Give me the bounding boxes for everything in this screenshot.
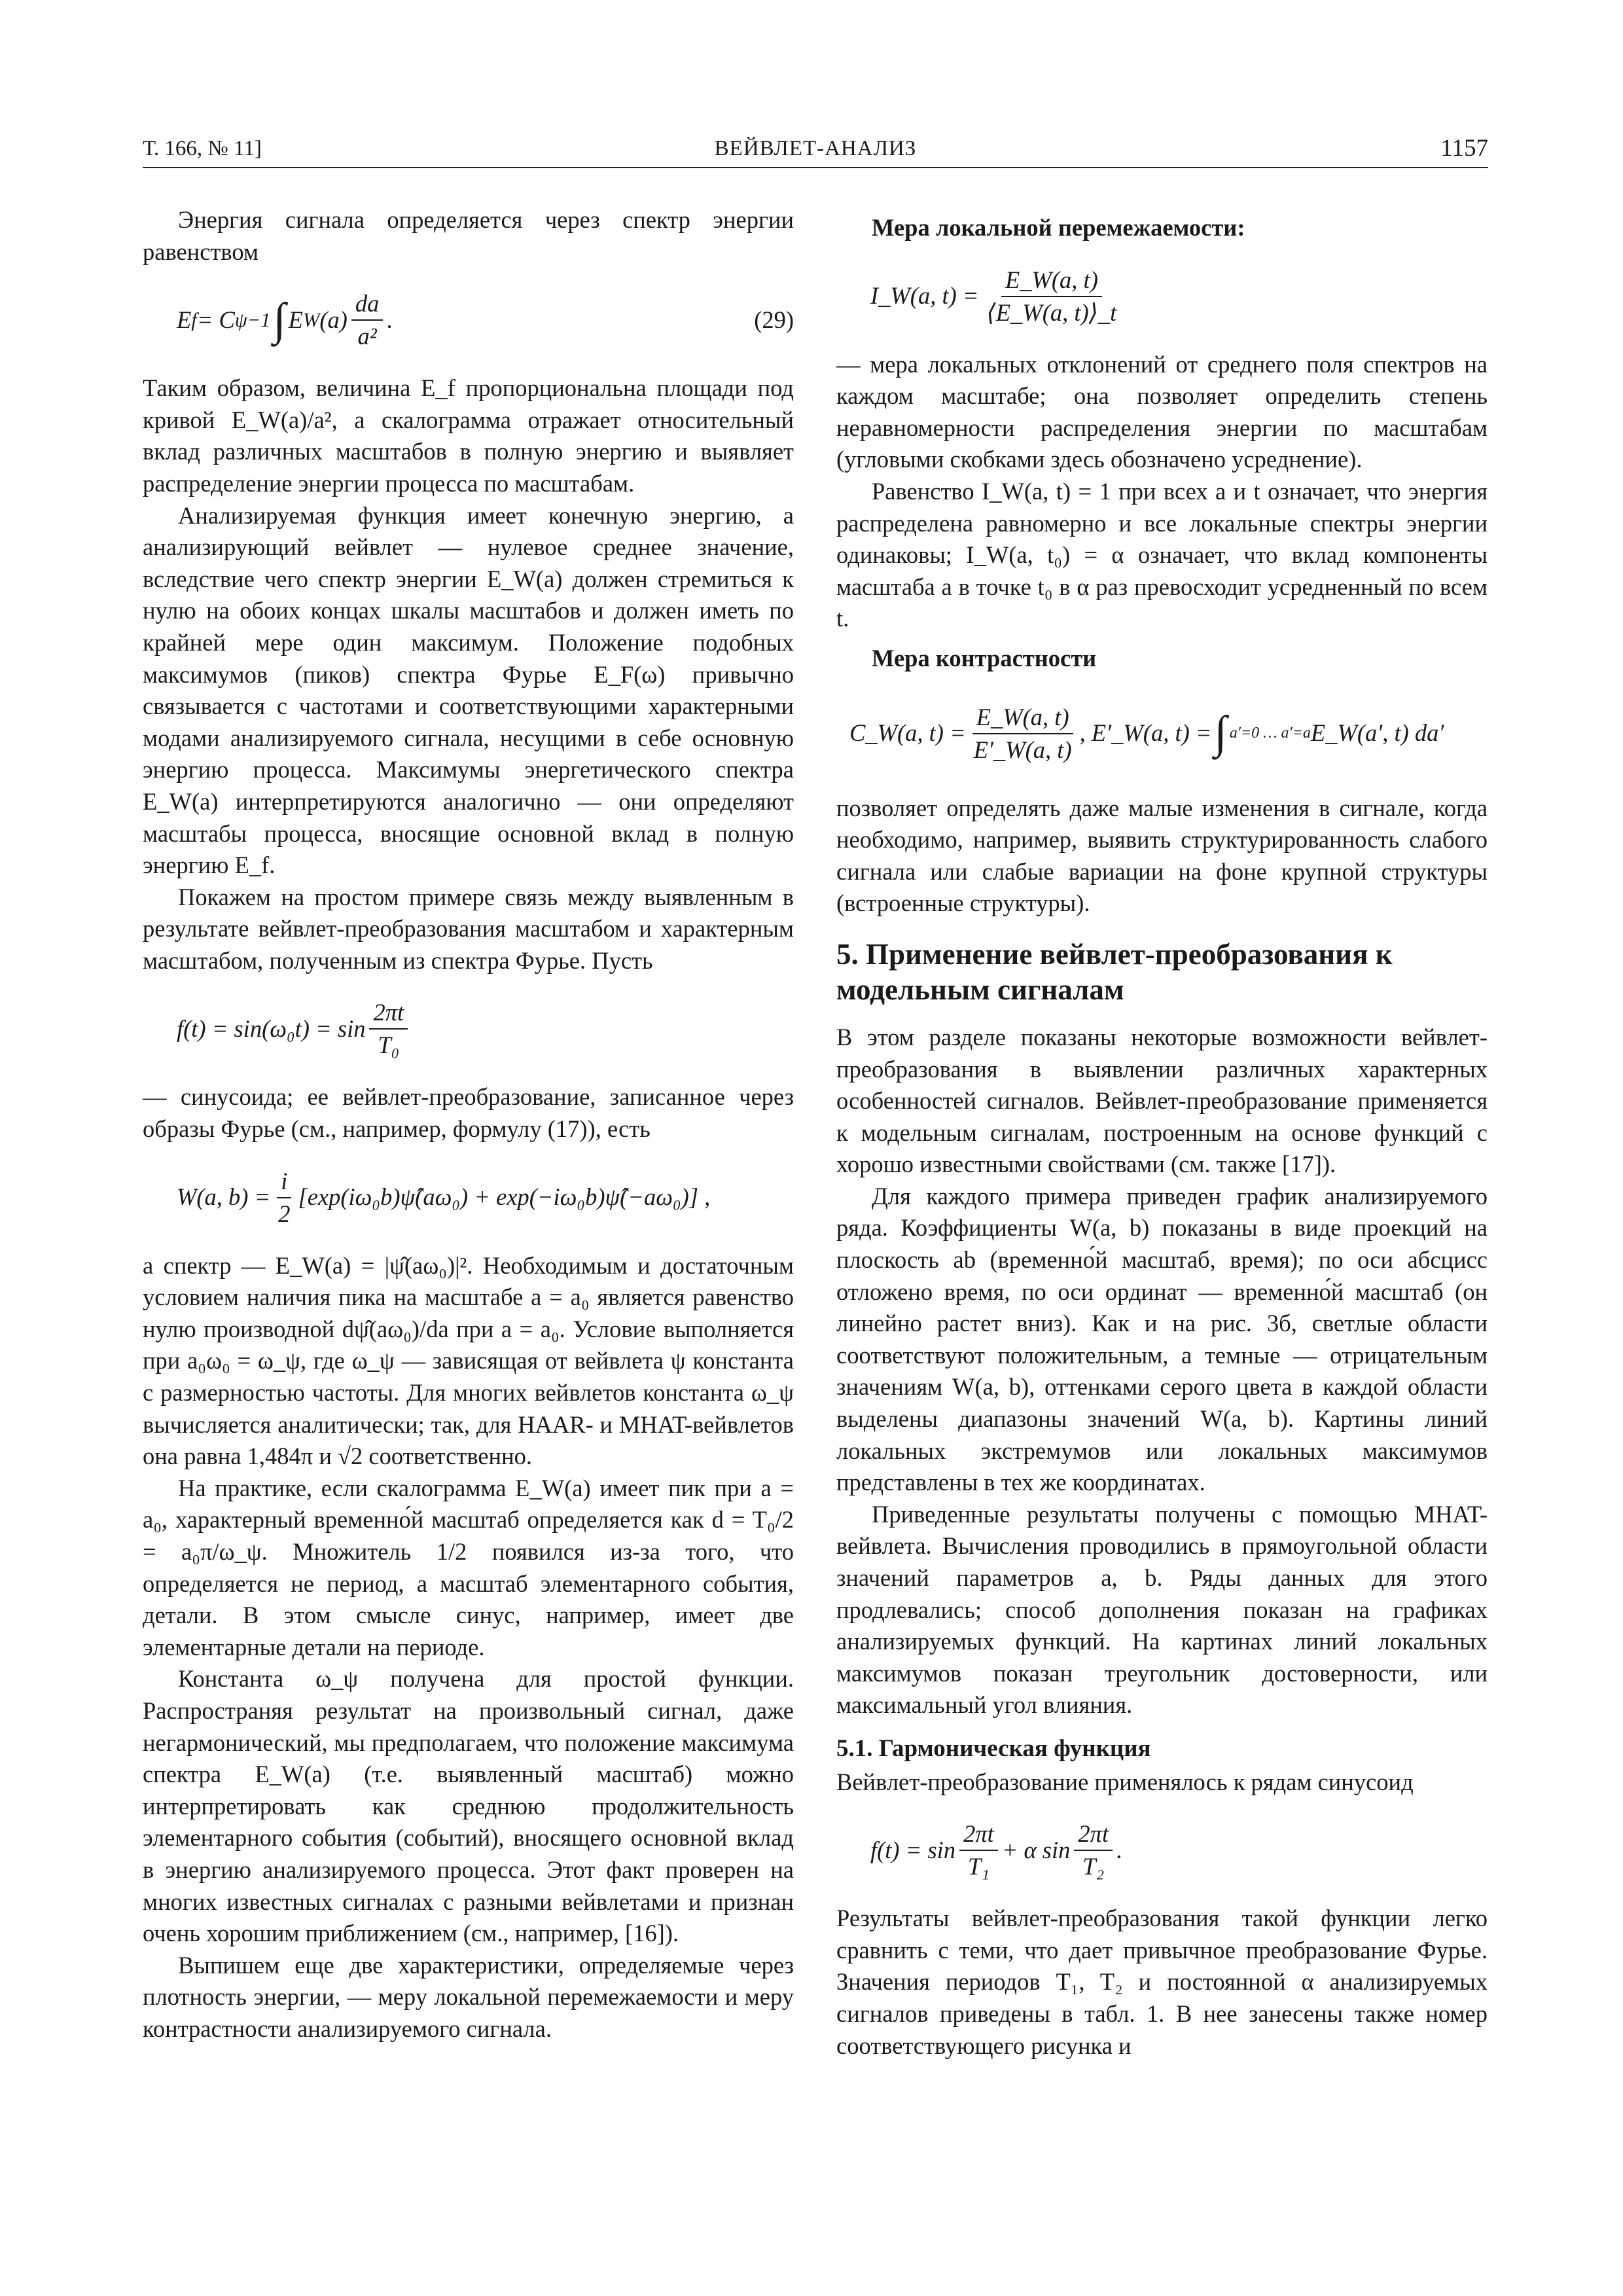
- equation-sine: [143, 990, 794, 1068]
- running-header: [143, 134, 1488, 168]
- paragraph: Таким образом, величина E_f пропорциональна площади под кривой E_W(a)/a², а скалограмма отражает относительный вклад различных масштабов в полную энергию и выявляет распределение энергии процесса по масштабам.: [143, 374, 794, 497]
- fraction: $\frac{i}{2}$: [278, 1167, 291, 1227]
- equation-two-sines: [836, 1811, 1488, 1890]
- paragraph: Приведенные результаты получены с помощью MHAT-вейвлета. Вычисления проводились в прямоугольной области значений параметров a, b. Ряды данных для этого продлевались; способ дополнения показан на графиках анализируемых функций. На картинах линий локальных максимумов показан треугольник достоверности, или максимальный угол влияния.: [836, 1500, 1488, 1719]
- running-title: ВЕЙВЛЕТ-АНАЛИЗ: [714, 137, 917, 160]
- paragraph: Константа ω_ψ получена для простой функции. Распространяя результат на произвольный сигнал, даже негармонический, мы предполагаем, что положение максимума спектра E_W(a) (т.е. выявленный масштаб) можно интерпретировать как среднюю продолжительность элементарного события (событий), вносящего основной вклад в энергию анализируемого процесса. Этот факт проверен на многих известных сигналах с разными вейвлетами и признан очень хорошим приближением (см., например, [16]).: [143, 1665, 794, 1947]
- fraction: $\frac{E\_W(a, t)}{E'\_W(a, t)}$: [970, 703, 1076, 764]
- paragraph: Выпишем еще две характеристики, определяемые через плотность энергии, — меру локальной перемежаемости и меру контрастности анализируемого сигнала.: [143, 1951, 794, 2042]
- page-number: 1157: [1440, 135, 1488, 162]
- fraction: $\frac{E\_W(a, t)}{⟨E\_W(a, t)⟩\_t}$: [986, 266, 1117, 326]
- paragraph: Равенство I_W(a, t) = 1 при всех a и t означает, что энергия распределена равномерно и все локальные спектры энергии одинаковы; I_W(a, t₀) = α означает, что вклад компоненты масштаба a в точке t₀ в α раз превосходит усредненный по всем t.: [836, 477, 1488, 632]
- equation-body: I_W(a, t) = $\frac{E\_W(a, t)}{⟨E\_W(a, t)⟩\_t}$: [870, 257, 1124, 336]
- integral-sign: ∫: [273, 294, 286, 345]
- right-column: [836, 204, 1488, 2062]
- integral-sign: ∫: [1214, 708, 1227, 759]
- paragraph: — мера локальных отклонений от среднего поля спектров на каждом масштабе; она позволяет определить степень неравномерности распределения энергии по масштабам (угловыми скобками здесь обозначено усреднение).: [836, 350, 1488, 473]
- fraction: $\frac{2\pi t}{\text{T₂}}$: [1074, 1820, 1113, 1881]
- paragraph: Покажем на простом примере связь между выявленным в результате вейвлет-преобразования масштабом и характерным масштабом, полученным из спектра Фурье. Пусть: [143, 883, 794, 974]
- equation-contrast: [836, 688, 1488, 780]
- paragraph: На практике, если скалограмма E_W(a) имеет пик при a = a₀, характерный временно́й масштаб определяется как d = T₀/2 = a₀π/ω_ψ. Множитель 1/2 появился из-за того, что определяется не период, а масштаб элементарного события, детали. В этом смысле синус, например, имеет две элементарные детали на периоде.: [143, 1474, 794, 1660]
- paragraph: а спектр — E_W(a) = |ψ̂(aω₀)|². Необходимым и достаточным условием наличия пика на масштабе a = a₀ является равенство нулю производной dψ̂(aω₀)/da при a = a₀. Условие выполняется при a₀ω₀ = ω_ψ, где ω_ψ — зависящая от вейвлета ψ константа с размерностью частоты. Для многих вейвлетов константа ω_ψ вычисляется аналитически; так, для HAAR- и MHAT-вейвлетов она равна 1,484π и √2 соответственно.: [143, 1251, 794, 1470]
- subsection-heading: 5.1. Гармоническая функция: [836, 1734, 1151, 1762]
- equation-body: W(a, b) = $\frac{i}{2}$ [exp(iω₀b)ψ̂(aω₀) + exp(−iω₀b)ψ̂(−aω₀)] ,: [177, 1167, 711, 1227]
- paragraph: Энергия сигнала определяется через спектр энергии равенством: [143, 206, 794, 265]
- paragraph: Вейвлет-преобразование применялось к рядам синусоид: [836, 1768, 1414, 1795]
- run-in-heading: Мера контрастности: [872, 644, 1097, 672]
- fraction: $\frac{2\pi t}{\text{T₁}}$: [959, 1820, 998, 1881]
- run-in-heading: Мера локальной перемежаемости:: [872, 214, 1245, 241]
- equation-body: C_W(a, t) = $\frac{E\_W(a, t)}{E'\_W(a, t)}$ , E′_W(a, t) = ∫ a′=0 … a′=a E_W(a′, t) da′: [849, 703, 1444, 763]
- integral-limits: a′=0 … a′=a: [1229, 725, 1311, 742]
- paragraph: Анализируемая функция имеет конечную энергию, а анализирующий вейвлет — нулевое среднее значение, вследствие чего спектр энергии E_W(a) должен стремиться к нулю на обоих концах шкалы масштабов и должен иметь по крайней мере один максимум. Положение подобных максимумов (пиков) спектра Фурье E_F(ω) привычно связывается с частотами и соответствующими характерными модами анализируемого сигнала, несущими в себе основную энергию процесса. Максимумы энергетического спектра E_W(a) интерпретируются аналогично — они определяют масштабы процесса, вносящие основной вклад в полную энергию E_f.: [143, 501, 794, 879]
- fraction: $\frac{2\pi t}{\text{T₀}}$: [369, 998, 408, 1060]
- equation-body: f(t) = sin $\frac{2\pi t}{\text{T₁}}$ + α sin $\frac{2\pi t}{\text{T₂}}$ .: [870, 1820, 1123, 1880]
- paragraph: В этом разделе показаны некоторые возможности вейвлет-преобразования в выявлении различных характерных особенностей сигналов. Вейвлет-преобразование применяется к модельным сигналам, построенным на основе функций с хорошо известными свойствами (см. также [17]).: [836, 1023, 1488, 1178]
- journal-volume: Т. 166, № 11]: [143, 137, 262, 160]
- equation-wavelet-transform: [143, 1158, 794, 1237]
- equation-body: E f = C ψ −1 ∫ E W (a) $\frac{da}{\text{a²}}$ .: [177, 290, 393, 350]
- equation-29: [143, 281, 794, 359]
- paragraph: Для каждого примера приведен график анализируемого ряда. Коэффициенты W(a, b) показаны в виде проекций на плоскость ab (временно́й масштаб, время); по оси абсцисс отложено время, по оси ординат — временно́й масштаб (он линейно растет вниз). Как и на рис. 3б, светлые области соответствуют положительным, а темные — отрицательным значениям W(a, b), оттенками серого цвета в каждой области выделены диапазоны значений W(a, b). Картины линий локальных экстремумов или локальных максимумов представлены в тех же координатах.: [836, 1182, 1488, 1496]
- left-column: [143, 204, 794, 2045]
- fraction: $\frac{da}{\text{a²}}$: [351, 289, 383, 351]
- equation-intermittency: [836, 257, 1488, 336]
- section-heading: 5. Применение вейвлет-преобразования к модельным сигналам: [836, 937, 1393, 1006]
- paragraph: позволяет определять даже малые изменения в сигнале, когда необходимо, например, выявить структурированность слабого сигнала или слабые вариации на фоне крупной структуры (встроенные структуры).: [836, 794, 1488, 917]
- equation-number: (29): [754, 306, 794, 333]
- equation-body: f(t) = sin(ω₀t) = sin $\frac{2\pi t}{\text{T₀}}$: [177, 990, 412, 1068]
- paragraph: — синусоида; ее вейвлет-преобразование, записанное через образы Фурье (см., например, формулу (17)), есть: [143, 1083, 794, 1143]
- paragraph: Результаты вейвлет-преобразования такой функции легко сравнить с теми, что дает привычное преобразование Фурье. Значения периодов T₁, T₂ и постоянной α анализируемых сигналов приведены в табл. 1. В нее занесены также номер соответствующего рисунка и: [836, 1905, 1488, 2059]
